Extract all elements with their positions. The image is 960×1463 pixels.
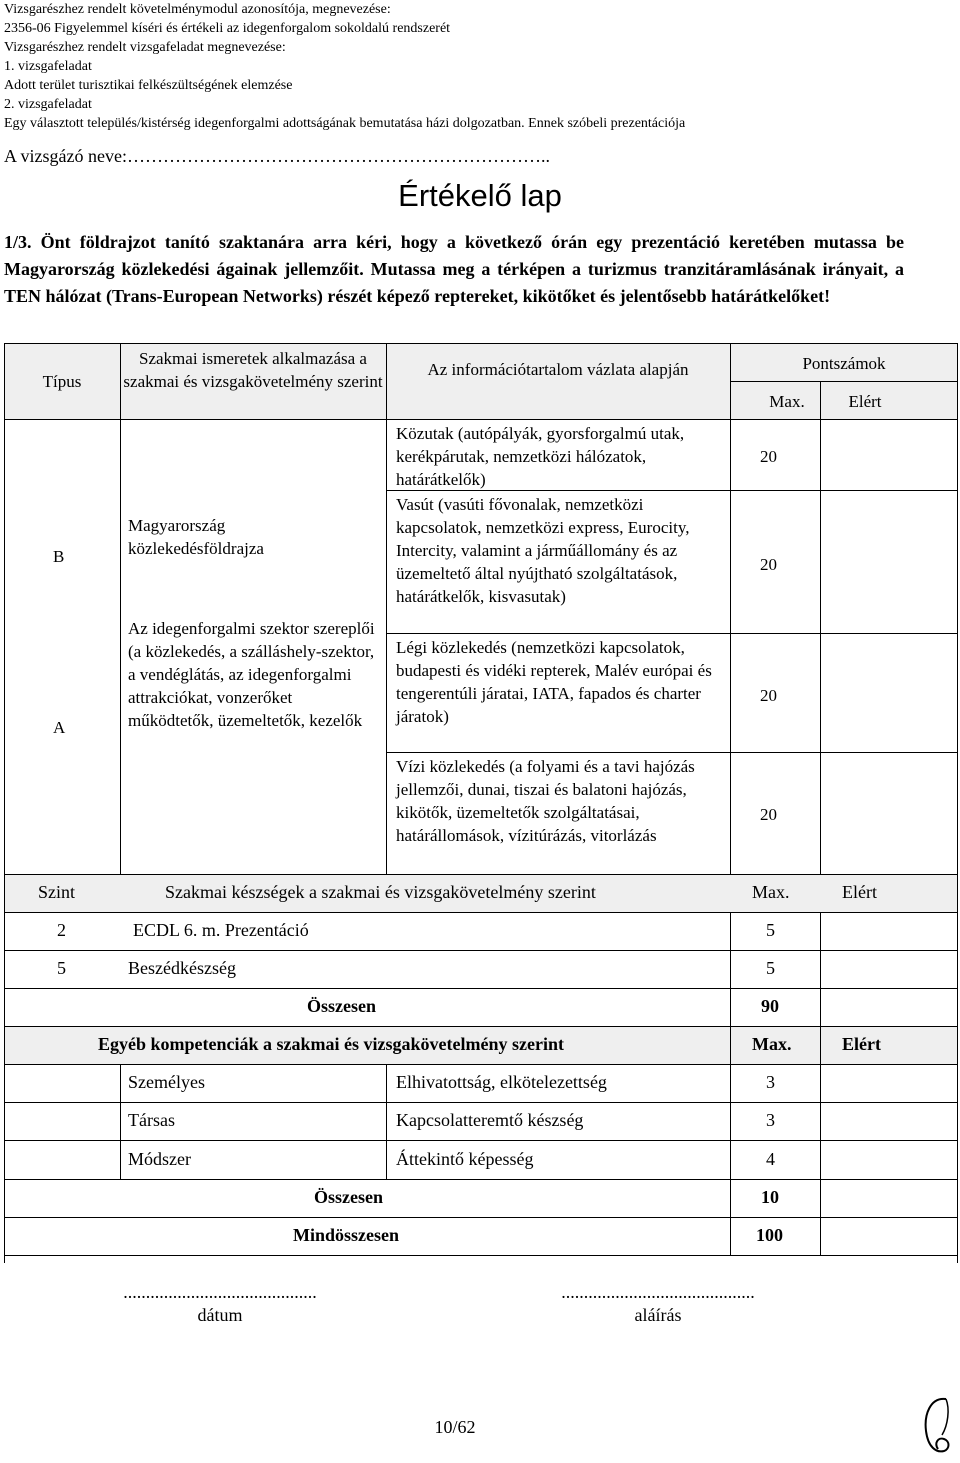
handwritten-signature xyxy=(920,1395,956,1457)
achieved-header: Elért xyxy=(848,392,882,411)
competency-item: Elhivatottság, elkötelezettség xyxy=(396,1072,607,1092)
border-line xyxy=(386,1064,387,1179)
border-line xyxy=(4,1140,958,1141)
max-value: 3 xyxy=(766,1072,775,1092)
knowledge-header: Szakmai ismeretek alkalmazása a szakmai és vizsgakövetelmény szerint xyxy=(123,349,383,391)
max-header: Max. xyxy=(752,1034,792,1054)
level-value: 2 xyxy=(57,920,66,940)
skills-header: Szakmai készségek a szakmai és vizsgakövetelmény szerint xyxy=(165,882,596,902)
border-line xyxy=(4,1255,958,1256)
border-line xyxy=(4,343,958,344)
max-value: 5 xyxy=(766,920,775,940)
border-line xyxy=(120,1064,121,1179)
header-line: Adott terület turisztikai felkészültségének elemzése xyxy=(4,78,293,93)
header-line: Vizsgarészhez rendelt követelménymodul azonosítója, megnevezése: xyxy=(4,2,391,17)
border-line xyxy=(4,874,5,1263)
subtotal-value: 10 xyxy=(761,1187,779,1207)
other-competencies-header: Egyéb kompetenciák a szakmai és vizsgakövetelmény szerint xyxy=(98,1034,564,1054)
skill-name: ECDL 6. m. Prezentáció xyxy=(133,920,309,940)
page-number: 10/62 xyxy=(434,1417,476,1437)
knowledge-a: Az idegenforgalmi szektor szereplői (a közlekedés, a szálláshely-szektor, a vendéglátás, az idegenforgalmi attrakciókat, vonzerőket működtetők, üzemeltetők, kezelők xyxy=(128,619,375,730)
date-label: dátum xyxy=(197,1305,243,1325)
signature-label: aláírás xyxy=(634,1305,682,1325)
border-line xyxy=(4,912,958,913)
header-line: 2356-06 Figyelemmel kíséri és értékeli az idegenforgalom sokoldalú rendszerét xyxy=(4,21,451,36)
date-dots: ........................................... xyxy=(123,1282,317,1302)
max-value: 20 xyxy=(760,447,777,466)
border-line xyxy=(730,912,731,1255)
border-line xyxy=(4,874,958,875)
competency-category: Személyes xyxy=(128,1072,205,1092)
max-header: Max. xyxy=(769,392,805,411)
level-header: Szint xyxy=(38,882,76,902)
max-value: 20 xyxy=(760,555,777,574)
competency-item: Kapcsolatteremtő készség xyxy=(396,1110,584,1130)
border-line xyxy=(4,1179,958,1180)
achieved-header: Elért xyxy=(842,882,877,902)
max-header: Max. xyxy=(752,882,790,902)
border-line xyxy=(820,381,821,874)
knowledge-b: Magyarország közlekedésföldrajza xyxy=(128,516,264,558)
border-line xyxy=(386,752,958,753)
border-line xyxy=(4,1102,958,1103)
grand-total-value: 100 xyxy=(756,1225,783,1245)
page-title: Értékelő lap xyxy=(398,178,562,213)
grand-total-label: Mindösszesen xyxy=(293,1225,400,1245)
info-row: Légi közlekedés (nemzetközi kapcsolatok, budapesti és vidéki repterek, Malév európai és tengerentúli járatai, IATA, fapados és charter járatok) xyxy=(396,638,712,726)
border-line xyxy=(4,1064,958,1065)
skill-name: Beszédkészség xyxy=(128,958,236,978)
max-value: 20 xyxy=(760,805,777,824)
header-line: 1. vizsgafeladat xyxy=(4,59,92,74)
competency-category: Módszer xyxy=(128,1149,191,1169)
border-line xyxy=(120,343,121,874)
type-b: B xyxy=(53,547,65,566)
examinee-name-field: A vizsgázó neve:…………………………………………………………….. xyxy=(4,146,550,166)
border-line xyxy=(386,490,958,491)
header-line: Egy választott település/kistérség idegenforgalmi adottságának bemutatása házi dolgozatban. Ennek szóbeli prezentációja xyxy=(4,116,686,131)
task-description: 1/3. Önt földrajzot tanító szaktanára arra kéri, hogy a következő órán egy prezentáció keretében mutassa be Magyarország közlekedési ágainak jellemzőit. Mutassa meg a térképen a turizmus tranzitáramlásának irányait, a TEN hálózat (Trans-European Networks) részét képező reptereket, kikötőket és jelentősebb határátkelőket! xyxy=(4,232,904,306)
max-value: 5 xyxy=(766,958,775,978)
header-line: 2. vizsgafeladat xyxy=(4,97,92,112)
border-line xyxy=(4,1217,958,1218)
signature-dots: ........................................... xyxy=(561,1282,755,1302)
achieved-header: Elért xyxy=(842,1034,881,1054)
border-line xyxy=(730,381,958,382)
border-line xyxy=(957,343,958,1263)
border-line xyxy=(4,419,958,420)
border-line xyxy=(386,633,958,634)
info-row: Vízi közlekedés (a folyami és a tavi hajózás jellemzői, dunai, tiszai és balatoni hajózás, kikötők, üzemeltetők szolgáltatásai, határállomások, vízitúrázás, vitorlázás xyxy=(396,757,695,845)
subtotal-label: Összesen xyxy=(314,1187,383,1207)
type-header: Típus xyxy=(42,372,82,391)
border-line xyxy=(730,343,731,874)
info-row: Közutak (autópályák, gyorsforgalmú utak, kerékpárutak, nemzetközi hálózatok, határátkelők) xyxy=(396,424,685,489)
info-row: Vasút (vasúti fővonalak, nemzetközi kapcsolatok, nemzetközi express, Eurocity, Intercity, valamint a járműállomány és az üzemeltető által nyújtható szolgáltatások, határátkelők, kisvasutak) xyxy=(396,495,690,606)
border-line xyxy=(4,343,5,874)
max-value: 3 xyxy=(766,1110,775,1130)
competency-category: Társas xyxy=(128,1110,175,1130)
max-value: 20 xyxy=(760,686,777,705)
header-block xyxy=(4,0,685,133)
border-line xyxy=(4,1026,958,1027)
type-a: A xyxy=(53,718,66,737)
info-header: Az információtartalom vázlata alapján xyxy=(427,360,689,379)
border-line xyxy=(386,343,387,874)
subtotal-label: Összesen xyxy=(307,996,376,1016)
level-value: 5 xyxy=(57,958,66,978)
competency-item: Áttekintő képesség xyxy=(396,1149,534,1169)
border-line xyxy=(820,912,821,1255)
subtotal-value: 90 xyxy=(761,996,779,1016)
points-header: Pontszámok xyxy=(802,354,886,373)
header-line: Vizsgarészhez rendelt vizsgafeladat megnevezése: xyxy=(4,40,286,55)
border-line xyxy=(4,950,958,951)
max-value: 4 xyxy=(766,1149,775,1169)
border-line xyxy=(4,988,958,989)
